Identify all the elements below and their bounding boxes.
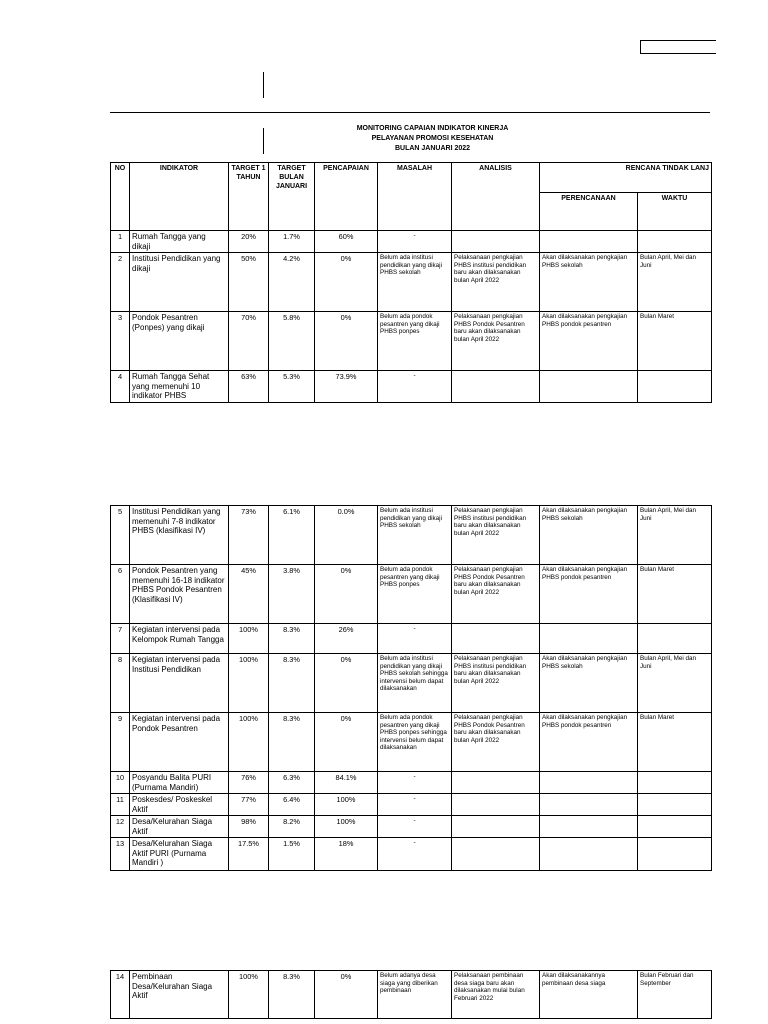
title-line-1: MONITORING CAPAIAN INDIKATOR KINERJA <box>356 125 509 132</box>
cell-indikator: Posyandu Balita PURI (Purnama Mandiri) <box>130 772 229 794</box>
cell-target-tahun: 100% <box>229 971 269 1019</box>
table-row <box>111 971 712 1019</box>
cell-indikator: Pondok Pesantren yang memenuhi 16-18 indikator PHBS Pondok Pesantren (Klasifikasi IV) <box>130 565 229 624</box>
cell-waktu: Bulan Maret <box>638 713 712 772</box>
cell-indikator: Kegiatan intervensi pada Kelompok Rumah Tangga <box>130 624 229 654</box>
cell-no: 4 <box>111 371 130 403</box>
cell-target-bulan: 5.8% <box>269 312 315 371</box>
cell-pencapaian: 73.9% <box>315 371 378 403</box>
cell-pencapaian: 100% <box>315 816 378 838</box>
cell-analisis <box>452 371 540 403</box>
cell-target-tahun: 98% <box>229 816 269 838</box>
cell-waktu: Bulan April, Mei dan Juni <box>638 253 712 312</box>
cell-target-tahun: 63% <box>229 371 269 403</box>
col-target-bulan: TARGET BULAN JANUARI <box>269 163 315 231</box>
divider-horizontal <box>110 112 710 113</box>
cell-masalah: - <box>378 838 452 871</box>
cell-pencapaian: 0% <box>315 253 378 312</box>
cell-pencapaian: 0% <box>315 565 378 624</box>
cell-perencanaan: Akan dilaksanakan pengkajian PHBS sekolah <box>540 506 638 565</box>
table-row <box>111 838 712 871</box>
cell-waktu <box>638 624 712 654</box>
cell-indikator: Poskesdes/ Poskeskel Aktif <box>130 794 229 816</box>
table-row <box>111 371 712 403</box>
cell-target-bulan: 3.8% <box>269 565 315 624</box>
cell-indikator: Desa/Kelurahan Siaga Aktif <box>130 816 229 838</box>
cell-target-bulan: 8.3% <box>269 713 315 772</box>
cell-waktu <box>638 838 712 871</box>
cell-analisis <box>452 772 540 794</box>
cell-pencapaian: 60% <box>315 231 378 253</box>
table-row <box>111 231 712 253</box>
cell-perencanaan: Akan dilaksanakannya pembinaan desa siaga <box>540 971 638 1019</box>
cell-waktu: Bulan Maret <box>638 312 712 371</box>
cell-target-bulan: 8.2% <box>269 816 315 838</box>
cell-target-bulan: 8.3% <box>269 971 315 1019</box>
cell-analisis <box>452 816 540 838</box>
title-line-3: BULAN JANUARI 2022 <box>394 145 471 152</box>
cell-waktu: Bulan Maret <box>638 565 712 624</box>
cell-target-tahun: 76% <box>229 772 269 794</box>
cell-perencanaan <box>540 794 638 816</box>
cell-pencapaian: 0% <box>315 654 378 713</box>
cell-masalah: Belum ada institusi pendidikan yang dikaji PHBS sekolah <box>378 253 452 312</box>
cell-no: 9 <box>111 713 130 772</box>
cell-waktu <box>638 772 712 794</box>
cell-pencapaian: 84.1% <box>315 772 378 794</box>
document-title <box>110 124 755 154</box>
cell-perencanaan <box>540 816 638 838</box>
cell-target-tahun: 20% <box>229 231 269 253</box>
cell-no: 5 <box>111 506 130 565</box>
cell-target-tahun: 73% <box>229 506 269 565</box>
cell-masalah: Belum ada institusi pendidikan yang dikaji PHBS sekolah sehingga intervensi belum dapat dilaksanakan <box>378 654 452 713</box>
cell-perencanaan <box>540 624 638 654</box>
cell-perencanaan: Akan dilaksanakan pengkajian PHBS pondok pesantren <box>540 713 638 772</box>
cell-analisis <box>452 794 540 816</box>
cell-analisis: Pelaksanaan pengkajian PHBS Pondok Pesantren baru akan dilaksanakan bulan April 2022 <box>452 713 540 772</box>
table-row <box>111 816 712 838</box>
table-row <box>111 794 712 816</box>
cell-no: 11 <box>111 794 130 816</box>
cell-pencapaian: 18% <box>315 838 378 871</box>
cell-target-tahun: 100% <box>229 713 269 772</box>
cell-target-bulan: 6.4% <box>269 794 315 816</box>
indicator-table-2 <box>110 505 712 871</box>
cell-masalah: Belum adanya desa siaga yang diberikan pembinaan <box>378 971 452 1019</box>
cell-perencanaan: Akan dilaksanakan pengkajian PHBS pondok pesantren <box>540 312 638 371</box>
col-rencana: RENCANA TINDAK LANJ <box>540 163 712 193</box>
cell-analisis: Pelaksanaan pengkajian PHBS institusi pendidikan baru akan dilaksanakan bulan April 2022 <box>452 253 540 312</box>
indicator-table-1 <box>110 162 712 403</box>
cell-no: 6 <box>111 565 130 624</box>
cell-target-bulan: 4.2% <box>269 253 315 312</box>
cell-pencapaian: 0.0% <box>315 506 378 565</box>
cell-waktu: Bulan Februari dan September <box>638 971 712 1019</box>
table-row <box>111 713 712 772</box>
cell-target-bulan: 1.5% <box>269 838 315 871</box>
cell-masalah: - <box>378 624 452 654</box>
cell-masalah: - <box>378 772 452 794</box>
cell-perencanaan <box>540 231 638 253</box>
cell-masalah: Belum ada pondok pesantren yang dikaji PHBS ponpes <box>378 565 452 624</box>
cell-target-tahun: 77% <box>229 794 269 816</box>
cell-indikator: Kegiatan intervensi pada Institusi Pendidikan <box>130 654 229 713</box>
cell-analisis <box>452 231 540 253</box>
indicator-table-3 <box>110 970 712 1019</box>
table-row <box>111 624 712 654</box>
table-row <box>111 312 712 371</box>
cell-no: 12 <box>111 816 130 838</box>
cell-target-bulan: 1.7% <box>269 231 315 253</box>
cell-analisis: Pelaksanaan pengkajian PHBS institusi pendidikan baru akan dilaksanakan bulan April 2022 <box>452 506 540 565</box>
col-waktu: WAKTU <box>638 193 712 231</box>
col-indikator: INDIKATOR <box>130 163 229 231</box>
cell-pencapaian: 0% <box>315 971 378 1019</box>
cell-perencanaan: Akan dilaksanakan pengkajian PHBS pondok pesantren <box>540 565 638 624</box>
cell-pencapaian: 0% <box>315 312 378 371</box>
cell-indikator: Pembinaan Desa/Kelurahan Siaga Aktif <box>130 971 229 1019</box>
cell-pencapaian: 100% <box>315 794 378 816</box>
cell-indikator: Institusi Pendidikan yang memenuhi 7-8 indikator PHBS (klasifikasi IV) <box>130 506 229 565</box>
cell-masalah: - <box>378 794 452 816</box>
cell-target-bulan: 8.3% <box>269 624 315 654</box>
cell-target-tahun: 70% <box>229 312 269 371</box>
cell-waktu: Bulan April, Mei dan Juni <box>638 506 712 565</box>
cell-indikator: Pondok Pesantren (Ponpes) yang dikaji <box>130 312 229 371</box>
cell-target-tahun: 17.5% <box>229 838 269 871</box>
table-row <box>111 253 712 312</box>
cell-no: 1 <box>111 231 130 253</box>
cell-perencanaan: Akan dilaksanakan pengkajian PHBS sekolah <box>540 253 638 312</box>
table-row <box>111 772 712 794</box>
cell-pencapaian: 26% <box>315 624 378 654</box>
cell-masalah: - <box>378 231 452 253</box>
cell-masalah: Belum ada pondok pesantren yang dikaji PHBS ponpes sehingga intervensi belum dapat dilaksanakan <box>378 713 452 772</box>
cell-indikator: Rumah Tangga Sehat yang memenuhi 10 indikator PHBS <box>130 371 229 403</box>
cell-masalah: Belum ada pondok pesantren yang dikaji PHBS ponpes <box>378 312 452 371</box>
cell-perencanaan <box>540 838 638 871</box>
cell-waktu: Bulan April, Mei dan Juni <box>638 654 712 713</box>
cell-perencanaan: Akan dilaksanakan pengkajian PHBS sekolah <box>540 654 638 713</box>
col-masalah: MASALAH <box>378 163 452 231</box>
cell-waktu <box>638 231 712 253</box>
cell-analisis: Pelaksanaan pengkajian PHBS Pondok Pesantren baru akan dilaksanakan bulan April 2022 <box>452 565 540 624</box>
cell-target-bulan: 5.3% <box>269 371 315 403</box>
cell-analisis: Pelaksanaan pengkajian PHBS institusi pendidikan baru akan dilaksanakan bulan April 2022 <box>452 654 540 713</box>
col-analisis: ANALISIS <box>452 163 540 231</box>
cell-target-bulan: 8.3% <box>269 654 315 713</box>
cell-analisis <box>452 624 540 654</box>
cell-target-tahun: 45% <box>229 565 269 624</box>
cell-masalah: - <box>378 371 452 403</box>
header-box <box>640 40 716 54</box>
cell-no: 10 <box>111 772 130 794</box>
cell-waktu <box>638 794 712 816</box>
cell-indikator: Institusi Pendidikan yang dikaji <box>130 253 229 312</box>
cell-target-bulan: 6.1% <box>269 506 315 565</box>
cell-no: 2 <box>111 253 130 312</box>
cell-no: 13 <box>111 838 130 871</box>
cell-indikator: Kegiatan intervensi pada Pondok Pesantren <box>130 713 229 772</box>
cell-target-tahun: 100% <box>229 624 269 654</box>
col-pencapaian: PENCAPAIAN <box>315 163 378 231</box>
col-perencanaan: PERENCANAAN <box>540 193 638 231</box>
cell-no: 7 <box>111 624 130 654</box>
cell-analisis: Pelaksanaan pembinaan desa siaga baru akan dilaksanakan mulai bulan Februari 2022 <box>452 971 540 1019</box>
cell-indikator: Desa/Kelurahan Siaga Aktif PURI (Purnama Mandiri ) <box>130 838 229 871</box>
table-row <box>111 654 712 713</box>
cell-waktu <box>638 371 712 403</box>
cell-no: 8 <box>111 654 130 713</box>
cell-perencanaan <box>540 371 638 403</box>
cell-analisis: Pelaksanaan pengkajian PHBS Pondok Pesantren baru akan dilaksanakan bulan April 2022 <box>452 312 540 371</box>
table-row <box>111 506 712 565</box>
col-target-tahun: TARGET 1 TAHUN <box>229 163 269 231</box>
cell-masalah: - <box>378 816 452 838</box>
cell-target-bulan: 6.3% <box>269 772 315 794</box>
cell-target-tahun: 50% <box>229 253 269 312</box>
table-row <box>111 565 712 624</box>
cell-target-tahun: 100% <box>229 654 269 713</box>
divider-vertical <box>263 72 264 98</box>
cell-pencapaian: 0% <box>315 713 378 772</box>
cell-no: 14 <box>111 971 130 1019</box>
cell-no: 3 <box>111 312 130 371</box>
cell-perencanaan <box>540 772 638 794</box>
cell-analisis <box>452 838 540 871</box>
cell-waktu <box>638 816 712 838</box>
title-line-2: PELAYANAN PROMOSI KESEHATAN <box>371 135 494 142</box>
cell-indikator: Rumah Tangga yang dikaji <box>130 231 229 253</box>
col-no: NO <box>111 163 130 231</box>
cell-masalah: Belum ada institusi pendidikan yang dikaji PHBS sekolah <box>378 506 452 565</box>
